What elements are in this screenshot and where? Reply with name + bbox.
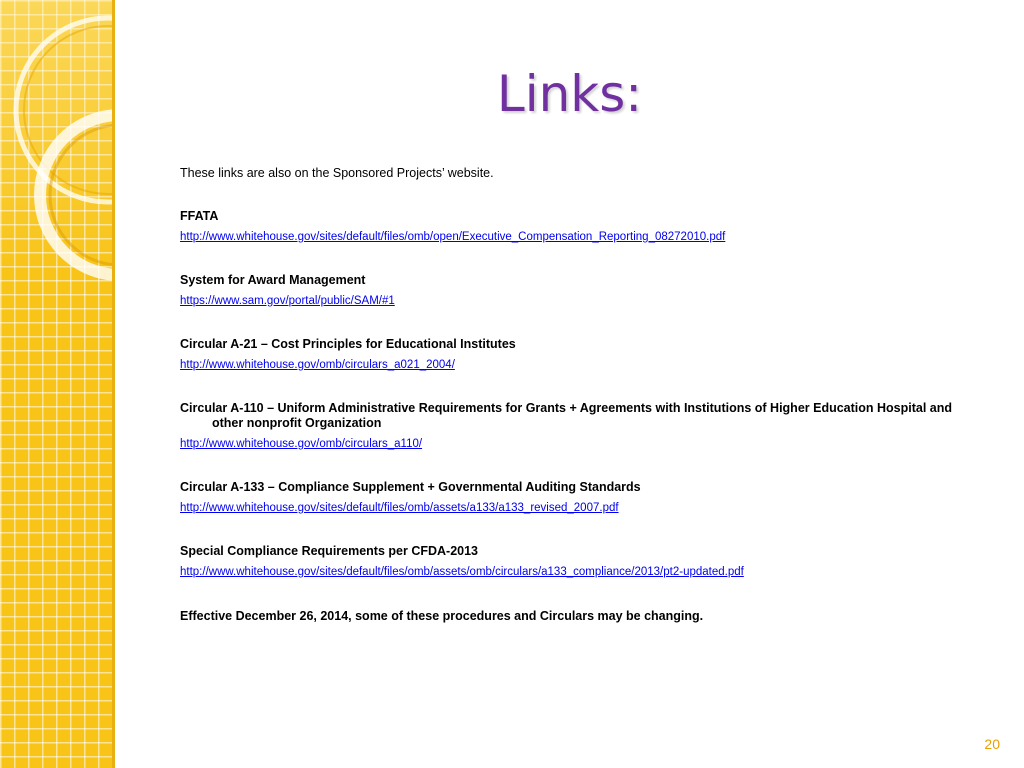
link-url[interactable]: http://www.whitehouse.gov/sites/default/files/omb/open/Executive_Compensation_Reporting_08272010.pdf (180, 231, 726, 243)
link-item-title: FFATA (180, 209, 219, 223)
decorative-side-band (0, 0, 112, 768)
link-url[interactable]: http://www.whitehouse.gov/sites/default/files/omb/assets/omb/circulars/a133_compliance/2013/pt2-updated.pdf (180, 566, 744, 578)
slide-content (180, 165, 980, 624)
link-item-title: Circular A-21 – Cost Principles for Educational Institutes (180, 337, 516, 351)
link-item-title: Circular A-133 – Compliance Supplement + Governmental Auditing Standards (180, 480, 641, 494)
link-item-a21 (180, 337, 980, 373)
link-item-title: Special Compliance Requirements per CFDA-2013 (180, 544, 479, 558)
intro-text: These links are also on the Sponsored Projects’ website. (180, 166, 494, 180)
link-url[interactable]: http://www.whitehouse.gov/omb/circulars_a110/ (180, 438, 423, 450)
link-item-title: Circular A-110 – Uniform Administrative Requirements for Grants + Agreements with Institutions of Higher Education Hospital and other nonprofit Organization (180, 401, 953, 430)
link-item-title: System for Award Management (180, 273, 366, 287)
link-item-a110 (180, 401, 980, 452)
link-url[interactable]: http://www.whitehouse.gov/omb/circulars_a021_2004/ (180, 359, 455, 371)
link-url[interactable]: https://www.sam.gov/portal/public/SAM/#1 (180, 295, 395, 307)
link-item-a133 (180, 480, 980, 516)
page-number: 20 (984, 736, 1000, 752)
footer-note: Effective December 26, 2014, some of these procedures and Circulars may be changing. (180, 609, 704, 623)
decorative-rings-graphic (0, 0, 112, 768)
decorative-ring-large (16, 18, 112, 202)
slide-title: Links: (496, 65, 643, 123)
link-item-ffata (180, 209, 980, 245)
link-url[interactable]: http://www.whitehouse.gov/sites/default/files/omb/assets/a133/a133_revised_2007.pdf (180, 502, 619, 514)
link-item-cfda (180, 544, 980, 580)
link-item-sam (180, 273, 980, 309)
